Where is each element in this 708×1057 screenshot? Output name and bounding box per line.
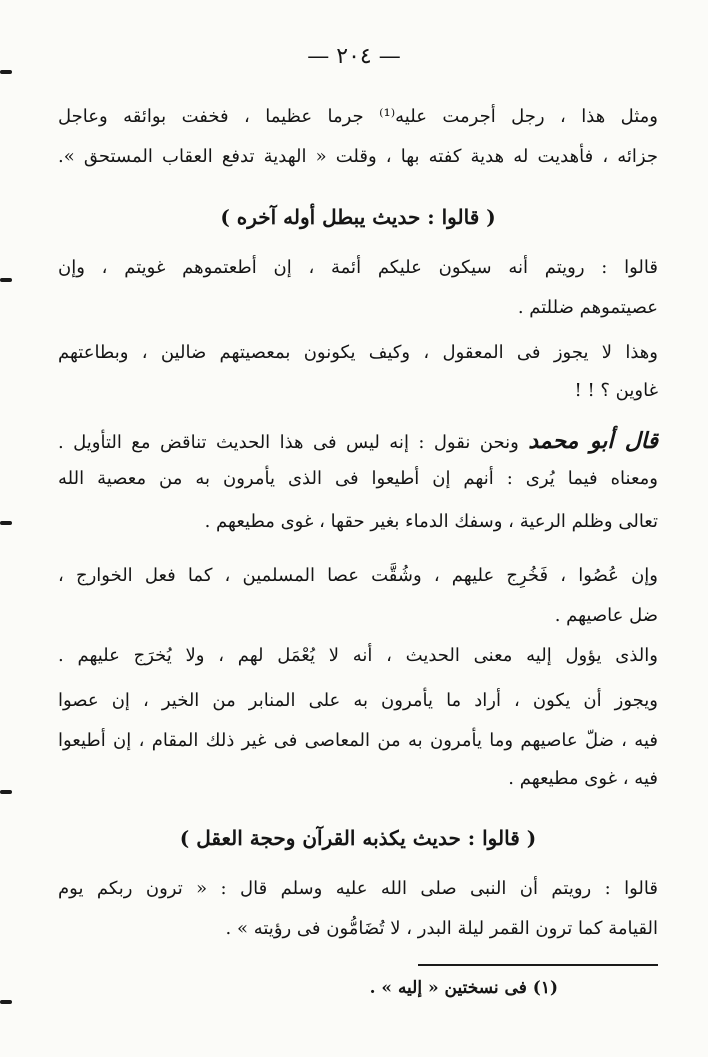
text-line: غاوين ؟ ! ! <box>574 380 658 401</box>
text-line: والذى يؤول إليه معنى الحديث ، أنه لا يُعْمَل لهم ، ولا يُخرَج عليهم . <box>58 645 658 666</box>
text-line: ويجوز أن يكون ، أراد ما يأمرون به على المنابر من الخير ، إن عصوا <box>58 690 658 711</box>
text-line: قالوا : رويتم أن النبى صلى الله عليه وسلم قال : « ترون ربكم يوم <box>58 878 658 899</box>
footnote-separator <box>418 964 658 966</box>
margin-mark <box>0 521 12 525</box>
text-line: فيه ، غوى مطيعهم . <box>508 768 658 789</box>
text-line: ومثل هذا ، رجل أجرمت عليه⁽¹⁾ جرما عظيما ، فخفت بوائقه وعاجل <box>58 106 659 127</box>
text-line: تعالى وظلم الرعية ، وسفك الدماء بغير حقها ، غوى مطيعهم . <box>204 511 658 532</box>
margin-mark <box>0 70 12 74</box>
section-heading: ( قالوا : حديث يكذبه القرآن وحجة العقل ) <box>179 826 537 850</box>
author-statement: ونحن نقول : إنه ليس فى هذا الحديث تناقض مع التأويل . <box>58 432 519 453</box>
footnote: (١) فى نسختين « إليه » . <box>369 978 558 998</box>
text-line: ومعناه فيما يُرى : أنهم إن أطيعوا فى الذى يأمرون به من معصية الله <box>58 468 658 489</box>
text-line <box>58 428 658 456</box>
margin-mark <box>0 1000 12 1004</box>
text-line: ضل عاصيهم . <box>554 605 658 626</box>
margin-mark <box>0 278 12 282</box>
margin-mark <box>0 790 12 794</box>
text-line: فيه ، ضلّ عاصيهم وما يأمرون به من المعاصى فى غير ذلك المقام ، إن أطيعوا <box>58 730 658 751</box>
text-line: قالوا : رويتم أنه سيكون عليكم أئمة ، إن أطعتموهم غويتم ، وإن <box>58 257 658 278</box>
text-line: القيامة كما ترون القمر ليلة البدر ، لا تُضَامُّون فى رؤيته » . <box>225 918 658 939</box>
text-line: عصيتموهم ضللتم . <box>517 297 658 318</box>
author-label: قال أبو محمد <box>528 428 658 454</box>
section-heading: ( قالوا : حديث يبطل أوله آخره ) <box>220 205 496 229</box>
text-line: وهذا لا يجوز فى المعقول ، وكيف يكونون بمعصيتهم ضالين ، وبطاعتهم <box>58 342 658 363</box>
text-line: وإن عُصُوا ، فَخُرِج عليهم ، وشُقَّت عصا المسلمين ، كما فعل الخوارج ، <box>58 565 658 586</box>
page-number: — ٢٠٤ — <box>307 44 401 69</box>
text-line: جزائه ، فأهديت له هدية كفته بها ، وقلت « الهدية تدفع العقاب المستحق ». <box>58 146 658 167</box>
